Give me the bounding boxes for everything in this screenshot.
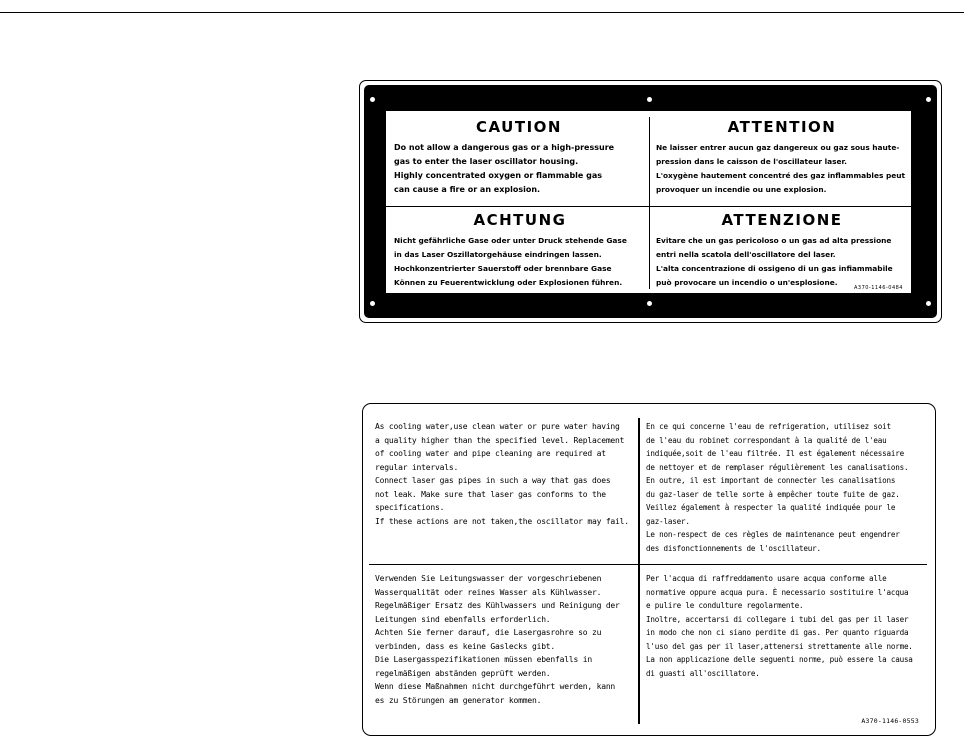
caution-section-it xyxy=(656,211,908,290)
top-rule xyxy=(0,12,964,13)
caution-section-de xyxy=(394,211,646,290)
section-heading: ATTENZIONE xyxy=(721,211,843,229)
screw-hole-icon xyxy=(926,97,931,102)
caution-label xyxy=(359,80,942,323)
maintenance-label xyxy=(362,403,936,736)
section-heading: ATTENTION xyxy=(727,118,837,136)
horizontal-divider xyxy=(369,564,927,565)
section-body: Do not allow a dangerous gas or a high-pressure gas to enter the laser oscillator housing. Highly concentrated oxygen or flammable gas can cause a fire or an explosion. xyxy=(394,143,615,194)
section-heading: CAUTION xyxy=(476,118,562,136)
screw-hole-icon xyxy=(370,97,375,102)
horizontal-divider xyxy=(386,206,911,207)
caution-label-face xyxy=(386,111,911,293)
caution-label-border xyxy=(364,85,937,318)
screw-hole-icon xyxy=(370,301,375,306)
section-body: Nicht gefährliche Gase oder unter Druck stehende Gase in das Laser Oszillatorgehäuse eindringen lassen. Hochkonzentrierter Sauerstoff oder brennbare Gase Können zu Feuerentwicklung oder Explosionen führen. xyxy=(394,236,627,287)
screw-hole-icon xyxy=(647,301,652,306)
maintenance-section-de: Verwenden Sie Leitungswasser der vorgeschriebenen Wasserqualität oder reines Wasser als Kühlwasser. Regelmäßiger Ersatz des Kühlwassers und Reinigung der Leitungen sind ebenfalls erforderlich. Achten Sie ferner darauf, die Lasergasrohre so zu verbinden, dass es keine Gaslecks gibt. Die Lasergasspezifikationen müssen ebenfalls in regelmäßigen abständen geprüft werden. Wenn diese Maßnahmen nicht durchgeführt werden, kann es zu Störungen am generator kommen. xyxy=(375,574,620,705)
screw-hole-icon xyxy=(647,97,652,102)
section-body: Ne laisser entrer aucun gaz dangereux ou gaz sous haute- pression dans le caisson de l'oscillateur laser. L'oxygène hautement concentré des gaz inflammables peut provoquer un incendie ou une explosion. xyxy=(656,143,906,194)
section-body: Evitare che un gas pericoloso o un gas ad alta pressione entri nella scatola dell'oscillatore del laser. L'alta concentrazione di ossigeno di un gas infiammabile può provocare un incendio o un'esplosione. xyxy=(656,236,893,287)
label-part-code: A370-1146-0553 xyxy=(861,717,919,725)
vertical-divider xyxy=(649,117,650,289)
caution-section-fr xyxy=(656,118,908,197)
maintenance-section-fr: En ce qui concerne l'eau de refrigeration, utilisez soit de l'eau du robinet correspondant à la qualité de l'eau indiquée,soit de l'eau filtrée. Il est également nécessaire de nettoyer et de remplaser régulièrement les canalisations. En outre, il est important de connecter les canalisations du gaz-laser de telle sorte à empêcher toute fuite de gaz. Veillez également à respecter la qualité indiquée pour le gaz-laser. Le non-respect de ces règles de maintenance peut engendrer des disfonctionnements de l'oscillateur. xyxy=(646,422,909,553)
screw-hole-icon xyxy=(926,301,931,306)
caution-section-en xyxy=(394,118,644,197)
label-part-code: A370-1146-0484 xyxy=(853,285,903,291)
maintenance-section-en: As cooling water,use clean water or pure water having a quality higher than the specified level. Replacement of cooling water and pipe cleaning are required at regular intervals. Connect laser gas pipes in such a way that gas does not leak. Make sure that laser gas conforms to the specifications. If these actions are not taken,the oscillator may fail. xyxy=(375,422,629,526)
vertical-divider xyxy=(638,418,640,724)
section-heading: ACHTUNG xyxy=(473,211,567,229)
maintenance-section-it: Per l'acqua di raffreddamento usare acqua conforme alle normative oppure acqua pura. È necessario sostituire l'acqua e pulire le condulture regolarmente. Inoltre, accertarsi di collegare i tubi del gas per il laser in modo che non ci siano perdite di gas. Per quanto riguarda l'uso del gas per il laser,attenersi strettamente alle norme. La non applicazione delle seguenti norme, può essere la causa di guasti all'oscillatore. xyxy=(646,574,913,678)
